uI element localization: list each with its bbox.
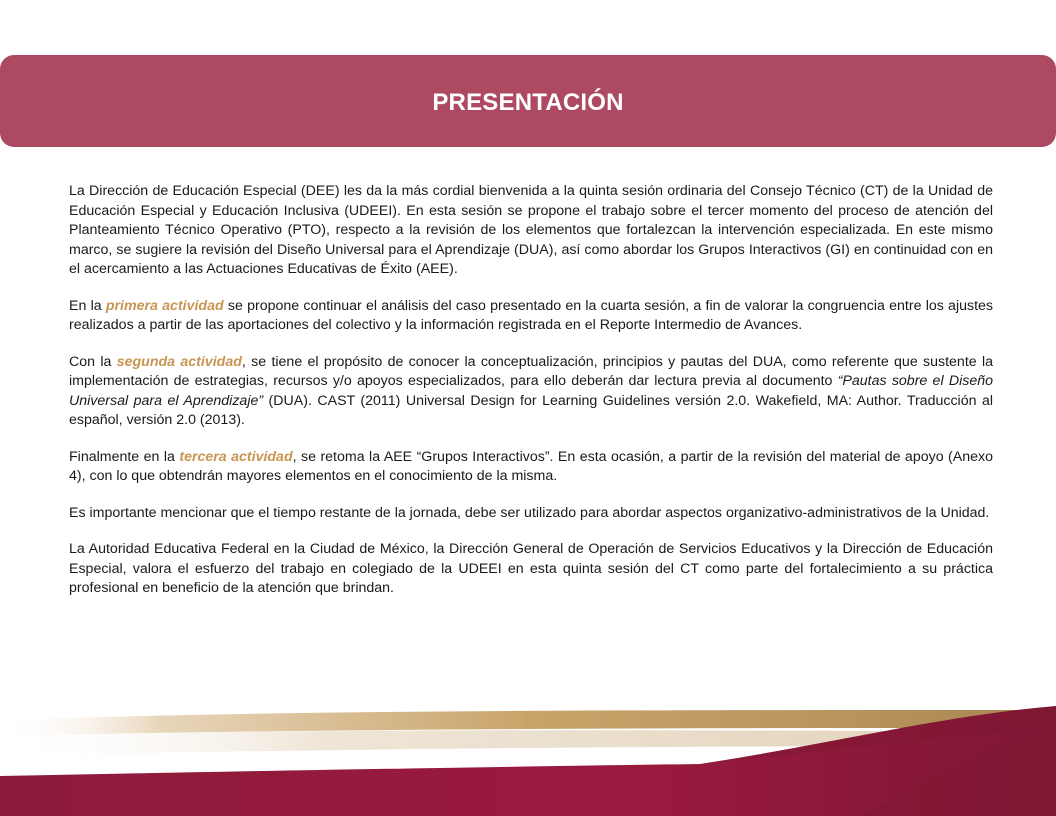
page-title: PRESENTACIÓN — [432, 89, 624, 116]
first-activity-highlight: primera actividad — [105, 297, 224, 314]
paragraph-intro: La Dirección de Educación Especial (DEE) les da la más cordial bienvenida a la quinta sesión ordinaria del Consejo Técnico (CT) de la Unidad de Educación Especial y Educación Inclusiva (UDEEI). En esta sesión se propone el trabajo sobre el tercer momento del proceso de atención del Planteamiento Técnico Operativo (PTO), respecto a la revisión de los elementos que fortalezcan la intervención especializada. En este mismo marco, se sugiere la revisión del Diseño Universal para el Aprendizaje (DUA), así como abordar los Grupos Interactivos (GI) en continuidad con en el acercamiento a las Actuaciones Educativas de Éxito (AEE). — [69, 183, 993, 277]
p2-after: se propone continuar el análisis del caso presentado en la cuarta sesión, a fin de valorar la congruencia entre los ajustes realizados a partir de las aportaciones del colectivo y la información registrada en el Reporte Intermedio de Avances. — [69, 297, 994, 333]
paragraph-closing: La Autoridad Educativa Federal en la Ciudad de México, la Dirección General de Operación de Servicios Educativos y la Dirección de Educación Especial, valora el esfuerzo del trabajo en colegiado de la UDEEI en esta quinta sesión del CT como parte del fortalecimiento a su práctica profesional en beneficio de la atención que brindan. — [69, 541, 993, 596]
p4-before: Finalmente en la — [69, 448, 180, 465]
p3-before: Con la — [69, 353, 117, 370]
third-activity-highlight: tercera actividad — [179, 448, 293, 465]
paragraph-third-activity — [69, 448, 993, 487]
paragraph-first-activity — [69, 297, 993, 336]
second-activity-highlight: segunda actividad — [116, 353, 242, 370]
title-banner — [0, 55, 1056, 147]
p4-after: , se retoma la AEE “Grupos Interactivos”. En esta ocasión, a partir de la revisión del material de apoyo (Anexo 4), con lo que obtendrán mayores elementos en el conocimiento de la misma. — [69, 448, 993, 484]
p3-after: (DUA). CAST (2011) Universal Design for Learning Guidelines versión 2.0. Wakefield, MA: Author. Traducción al español, versión 2.0 (2013). — [69, 392, 993, 428]
p3-middle: , se tiene el propósito de conocer la conceptualización, principios y pautas del DUA, como referente que sustente la implementación de estrategias, recursos y/o apoyos especializados, para ello deberán dar lectura previa al documento — [69, 353, 994, 389]
p2-before: En la — [69, 297, 106, 314]
footer-decoration — [0, 706, 1056, 816]
document-title-italic: “Pautas sobre el Diseño Universal para el Aprendizaje” — [69, 373, 993, 409]
paragraph-remaining-time: Es importante mencionar que el tiempo restante de la jornada, debe ser utilizado para abordar aspectos organizativo-administrativos de la Unidad. — [69, 504, 990, 521]
presentation-body — [69, 182, 993, 616]
paragraph-second-activity — [69, 353, 993, 431]
